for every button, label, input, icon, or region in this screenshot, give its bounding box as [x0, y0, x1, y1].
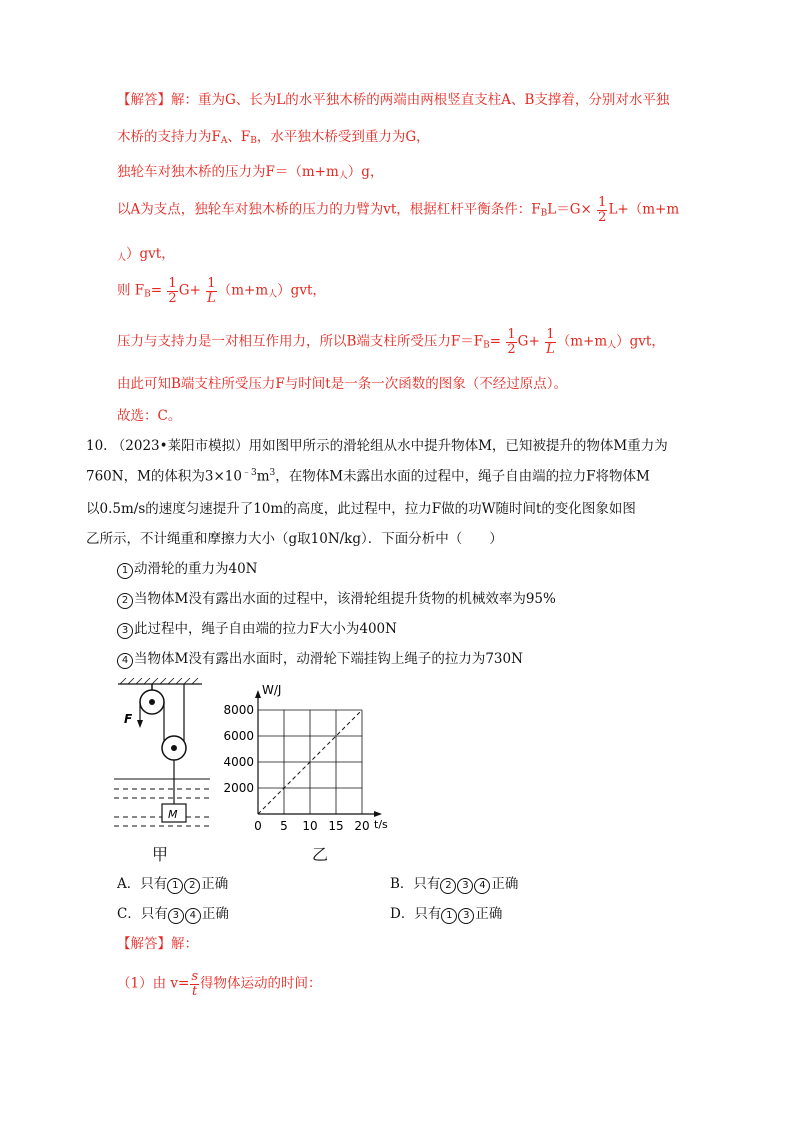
- chart-caption: 乙: [312, 845, 329, 864]
- option-prefix: 只有: [413, 876, 441, 892]
- circled-number: 1: [441, 908, 457, 924]
- answer1-line4: 以A为支点，独轮车对独木桥的压力的力臂为vt，根据杠杆平衡条件：$F_BL=G\times$ $\frac{1}{2}$ L+（m+m: [117, 195, 680, 225]
- answer1-line7: 压力与支持力是一对相互作用力，所以B端支柱所受压力$F=F_B=$ $\frac{1}{2}$ G+ $\frac{1}{L}$ $(m+m_人)gvt$，: [117, 327, 665, 357]
- fraction-half: $\frac{1}{2}$: [168, 276, 177, 306]
- option-d[interactable]: [390, 906, 502, 924]
- x-axis-label: t/s: [374, 818, 388, 831]
- statement-1: 1 动滑轮的重力为40N: [117, 561, 258, 579]
- y-tick-label: 8000: [223, 703, 254, 717]
- force-label: F: [124, 712, 133, 726]
- circled-number: 3: [168, 908, 184, 924]
- circled-number: 3: [458, 908, 474, 924]
- option-letter: D．: [390, 906, 415, 922]
- option-a[interactable]: [117, 876, 228, 894]
- option-letter: A．: [117, 876, 141, 892]
- statement-4: 4 当物体M没有露出水面时，动滑轮下端挂钩上绳子的拉力为730N: [117, 651, 523, 669]
- x-tick-label: 10: [302, 819, 318, 833]
- x-tick-label: 20: [354, 819, 370, 833]
- option-prefix: 只有: [140, 906, 168, 922]
- answer1-line1: 【解答】解：重为G、长为L的水平独木桥的两端由两根竖直支柱A、B支撑着，分别对水平独: [117, 92, 670, 108]
- circled-number: 1: [167, 878, 183, 894]
- answer1-line2: 木桥的支持力为$F_A$、$F_B$，水平独木桥受到重力为G，: [117, 129, 430, 146]
- answer1-line5: $_人$）gvt，: [117, 246, 175, 263]
- question-number: 10.: [86, 438, 108, 454]
- x-tick-label: 0: [254, 819, 262, 833]
- option-prefix: 只有: [414, 906, 442, 922]
- question-line2: 760N，M的体积为$3\times 10^{﹣3}m^3$，在物体M未露出水面的过程中，绳子自由端的拉力F将物体M: [86, 468, 650, 485]
- answer-tag: 【解答】: [117, 936, 171, 952]
- circled-number: 3: [457, 878, 473, 894]
- option-prefix: 只有: [140, 876, 168, 892]
- answer1-line3: 独轮车对独木桥的压力为$F=(m+m_人)g$，: [117, 164, 384, 181]
- statement-3: 3 此过程中，绳子自由端的拉力F大小为400N: [117, 621, 397, 639]
- answer1-line9: 故选：C。: [117, 408, 182, 424]
- option-suffix: 正确: [491, 876, 519, 892]
- fraction-half: $\frac{1}{2}$: [507, 327, 516, 357]
- option-letter: C．: [117, 906, 141, 922]
- answer2-step1: （1）由 v= $\frac{s}{t}$ 得物体运动的时间：: [117, 969, 322, 999]
- y-tick-label: 6000: [223, 729, 254, 743]
- work-time-chart: [222, 680, 412, 840]
- option-suffix: 正确: [201, 906, 229, 922]
- statement-2: 2 当物体M没有露出水面的过程中，该滑轮组提升货物的机械效率为95%: [117, 591, 556, 609]
- fraction-one-over-l: $\frac{1}{L}$: [546, 327, 555, 357]
- answer1-line8: 由此可知B端支柱所受压力F与时间t是一条一次函数的图象（不经过原点）。: [117, 376, 567, 392]
- y-tick-label: 2000: [223, 781, 254, 795]
- question-line3: 以0.5m/s的速度匀速提升了10m的高度，此过程中，拉力F做的功W随时间t的变化图象如图: [86, 501, 636, 517]
- question-line1: 10. （2023•莱阳市模拟）用如图甲所示的滑轮组从水中提升物体M，已知被提升的物体M重力为: [86, 438, 668, 454]
- fraction-one-over-l: $\frac{1}{L}$: [207, 276, 216, 306]
- x-tick-label: 15: [328, 819, 344, 833]
- circled-number: 4: [474, 878, 490, 894]
- circled-number: 2: [440, 878, 456, 894]
- answer2-header: 【解答】解：: [117, 936, 198, 952]
- option-suffix: 正确: [201, 876, 229, 892]
- figure-label-jia: 甲: [152, 845, 169, 864]
- circled-number: 2: [184, 878, 200, 894]
- pulley-figure: [110, 676, 220, 836]
- answer1-line6: 则 $F_B=$ $\frac{1}{2}$ G+ $\frac{1}{L}$ $(m+m_人)gvt$，: [117, 276, 326, 306]
- circled-number: 4: [185, 908, 201, 924]
- y-axis-label: W/J: [262, 683, 282, 697]
- chart-axes: [255, 683, 388, 831]
- option-suffix: 正确: [475, 906, 503, 922]
- option-c[interactable]: [117, 906, 229, 924]
- y-axis-arrow: [255, 690, 261, 698]
- y-tick-label: 4000: [223, 755, 254, 769]
- question-line4: 乙所示，不计绳重和摩擦力大小（g取10N/kg）．下面分析中（ ）: [86, 531, 503, 547]
- x-tick-label: 5: [280, 819, 288, 833]
- svg-text:M: M: [168, 808, 178, 821]
- fraction-half: $\frac{1}{2}$: [598, 195, 607, 225]
- option-letter: B．: [390, 876, 414, 892]
- option-b[interactable]: [390, 876, 518, 894]
- x-axis-arrow: [374, 811, 382, 817]
- answer-tag: 【解答】: [117, 92, 171, 108]
